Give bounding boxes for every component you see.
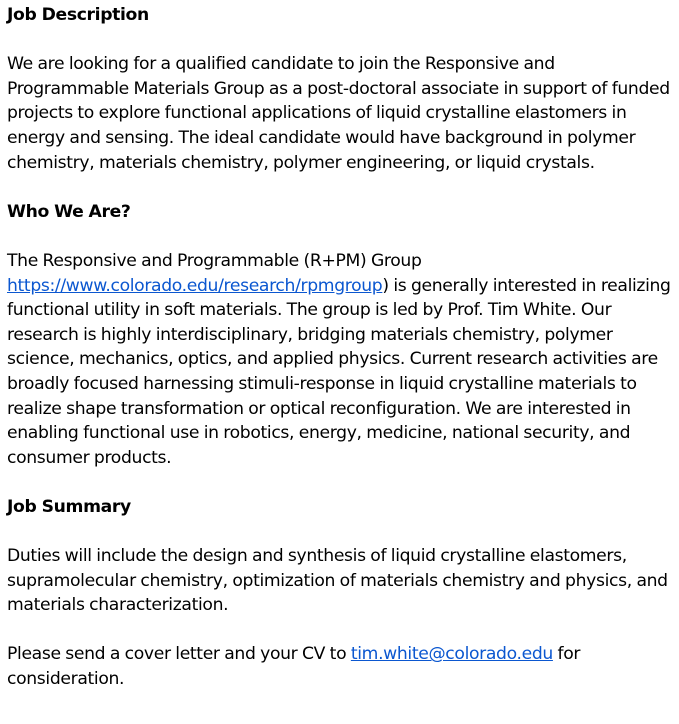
who-we-are-paragraph [7, 249, 673, 470]
job-description-text: We are looking for a qualified candidate to join the Responsive and Programmable Materials Group as a post-doctoral associate in support of funded projects to explore functional applications of liquid crystalline elastomers in energy and sensing. The ideal candidate would have background in polymer chemistry, materials chemistry, polymer engineering, or liquid crystals. [7, 54, 670, 173]
spacer [7, 175, 673, 200]
email-link[interactable]: tim.white@colorado.edu [350, 644, 553, 665]
contact-paragraph [7, 642, 673, 691]
who-we-are-text: ) is generally interested in realizing functional utility in soft materials. The group is led by Prof. Tim White. Our research is highly interdisciplinary, bridging materials chemistry, polymer science, mechanics, optics, and applied physics. Current research activities are broadly focused harnessing stimuli-response in liquid crystalline materials to realize shape transformation or optical reconfiguration. We are interested in enabling functional use in robotics, energy, medicine, national security, and consumer products. [7, 275, 671, 468]
contact-prefix: Please send a cover letter and your CV to [7, 644, 351, 665]
group-website-link[interactable]: https://www.colorado.edu/research/rpmgroup [7, 275, 383, 296]
job-description-heading: Job Description [7, 5, 149, 25]
job-summary-text: Duties will include the design and synthesis of liquid crystalline elastomers, supramolecular chemistry, optimization of materials chemistry and physics, and materials characterization. [7, 546, 668, 616]
job-summary-heading: Job Summary [7, 496, 131, 517]
spacer [7, 618, 673, 643]
who-we-are-heading: Who We Are? [7, 201, 131, 222]
spacer [7, 470, 673, 495]
spacer [7, 224, 673, 249]
spacer [7, 519, 673, 544]
who-we-are-intro: The Responsive and Programmable (R+PM) Group [7, 250, 422, 271]
contact-suffix: for consideration. [7, 644, 581, 690]
spacer [7, 28, 673, 53]
